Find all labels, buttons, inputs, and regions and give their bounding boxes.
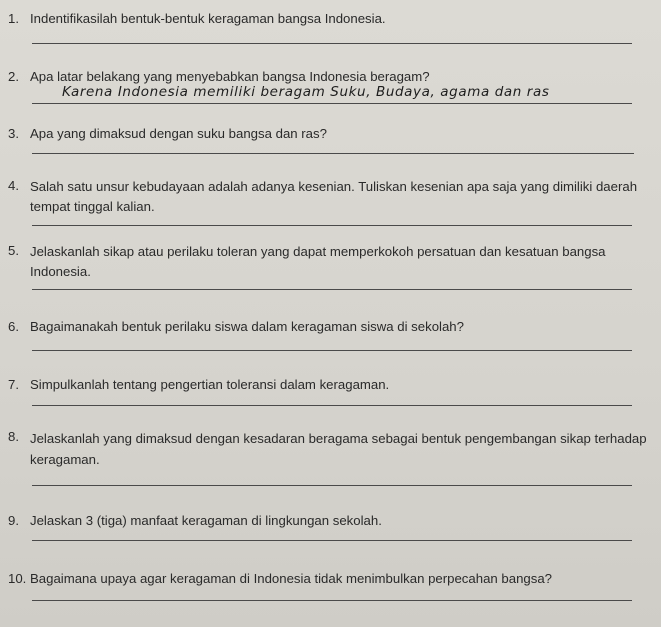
question-number: 3. [8, 126, 19, 141]
question-text: Indentifikasilah bentuk-bentuk keragaman bangsa Indonesia. [30, 11, 386, 26]
question-number: 6. [8, 319, 19, 334]
answer-line [32, 225, 632, 226]
question-9 [0, 512, 661, 552]
question-text: Jelaskan 3 (tiga) manfaat keragaman di lingkungan sekolah. [30, 513, 382, 528]
answer-line [32, 485, 632, 486]
question-10 [0, 570, 661, 610]
question-7 [0, 376, 661, 416]
question-text: Bagaimana upaya agar keragaman di Indonesia tidak menimbulkan perpecahan bangsa? [30, 571, 552, 586]
question-text: Jelaskanlah yang dimaksud dengan kesadaran beragama sebagai bentuk pengembangan sikap terhadap keragaman. [30, 431, 647, 467]
question-3 [0, 125, 661, 165]
question-number: 5. [8, 243, 19, 258]
answer-line [32, 600, 632, 601]
question-5 [0, 242, 661, 302]
question-text: Apa yang dimaksud dengan suku bangsa dan ras? [30, 126, 327, 141]
answer-line [32, 405, 632, 406]
question-number: 1. [8, 11, 19, 26]
question-2 [0, 68, 661, 108]
answer-line [32, 43, 632, 44]
answer-line [32, 153, 634, 154]
question-number: 9. [8, 513, 19, 528]
handwritten-answer: Karena Indonesia memiliki beragam Suku, Budaya, agama dan ras [62, 84, 550, 100]
question-6 [0, 318, 661, 358]
question-8 [0, 428, 661, 488]
question-text: Apa latar belakang yang menyebabkan bangsa Indonesia beragam? [30, 69, 430, 84]
answer-line [32, 350, 632, 351]
answer-line [32, 289, 632, 290]
question-text: Simpulkanlah tentang pengertian toleransi dalam keragaman. [30, 377, 390, 392]
question-number: 7. [8, 377, 19, 392]
question-text: Salah satu unsur kebudayaan adalah adanya kesenian. Tuliskan kesenian apa saja yang dimiliki daerah tempat tinggal kalian. [30, 179, 638, 214]
question-number: 4. [8, 178, 19, 193]
question-number: 2. [8, 69, 19, 84]
question-1 [0, 10, 661, 50]
question-text: Jelaskanlah sikap atau perilaku toleran yang dapat memperkokoh persatuan dan kesatuan bangsa Indonesia. [30, 244, 606, 279]
answer-line [32, 540, 632, 541]
question-number: 10. [8, 571, 27, 586]
question-4 [0, 177, 661, 237]
question-text: Bagaimanakah bentuk perilaku siswa dalam keragaman siswa di sekolah? [30, 319, 464, 334]
question-number: 8. [8, 429, 19, 444]
answer-line [32, 84, 632, 104]
